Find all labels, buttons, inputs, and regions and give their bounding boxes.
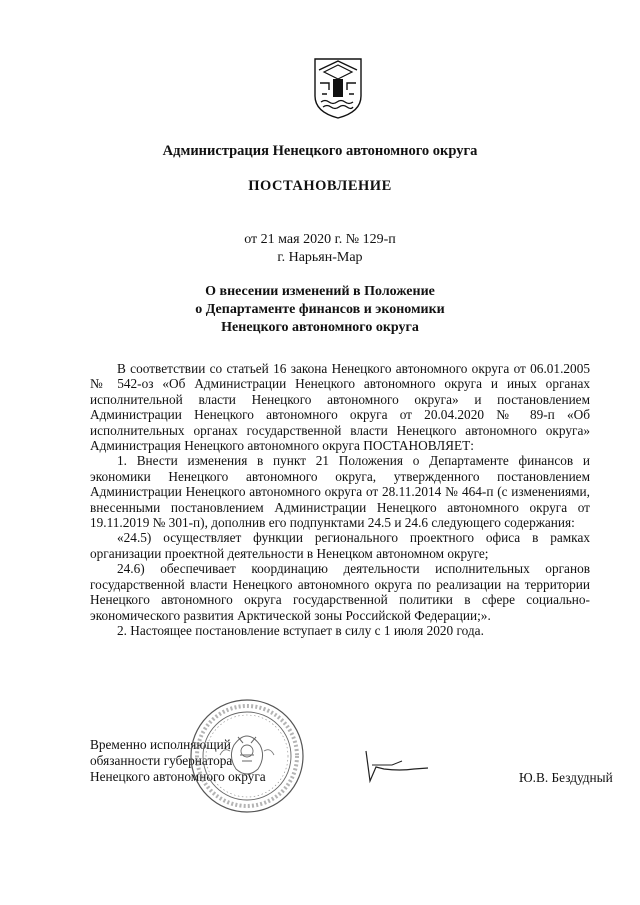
title-line-3: Ненецкого автономного округа [221,320,419,335]
signatory-name: Ю.В. Бездудный [519,770,613,785]
position-line-1: Временно исполняющий [90,737,231,752]
preamble-paragraph: В соответствии со статьей 16 закона Ненецкого автономного округа от 06.01.2005 № 542-оз «Об Администрации Ненецкого автономного округа и иных органах исполнительной власти Ненецкого автономного округа» и постановлением Администрации Ненецкого автономного округа от 20.04.2020 № 89-п «Об исполнительных органах государственной власти Ненецкого автономного округа» Администрация Ненецкого автономного округа ПОСТАНОВЛЯЕТ: [90,361,590,454]
coat-of-arms-icon [311,56,365,120]
document-date: от 21 мая 2020 г. № 129-п [244,232,396,247]
item-24-6-paragraph: 24.6) обеспечивает координацию деятельности исполнительных органов государственной власти Ненецкого автономного округа по реализации на территории Ненецкого автономного округа государственной политики в сфере социально-экономического развития Арктической зоны Российской Федерации;». [90,561,590,623]
document-title [0,283,640,337]
item-24-5-paragraph: «24.5) осуществляет функции регионального проектного офиса в рамках организации проектной деятельности в Ненецком автономном округе; [90,530,590,561]
title-line-1: О внесении изменений в Положение [205,284,435,299]
document-body [90,361,590,638]
item-2-paragraph: 2. Настоящее постановление вступает в силу с 1 июля 2020 года. [117,622,484,638]
item-1-paragraph: 1. Внести изменения в пункт 21 Положения о Департаменте финансов и экономики Ненецкого автономного округа, утвержденного постановлением Администрации Ненецкого автономного округа от 28.11.2014 № 464-п (с изменениями, внесенными постановлением Администрации Ненецкого автономного округа от 19.11.2019 № 301-п), дополнив его подпунктами 24.5 и 24.6 следующего содержания: [90,453,590,531]
title-line-2: о Департаменте финансов и экономики [195,302,445,317]
official-seal-icon [188,697,306,815]
position-line-2: обязанности губернатора [90,753,233,768]
organization-name: Администрация Ненецкого автономного округа [162,143,478,159]
document-city: г. Нарьян-Мар [277,250,363,265]
document-type: ПОСТАНОВЛЕНИЕ [248,178,392,194]
handwritten-signature-icon [362,745,434,785]
position-line-3: Ненецкого автономного округа [90,769,266,784]
